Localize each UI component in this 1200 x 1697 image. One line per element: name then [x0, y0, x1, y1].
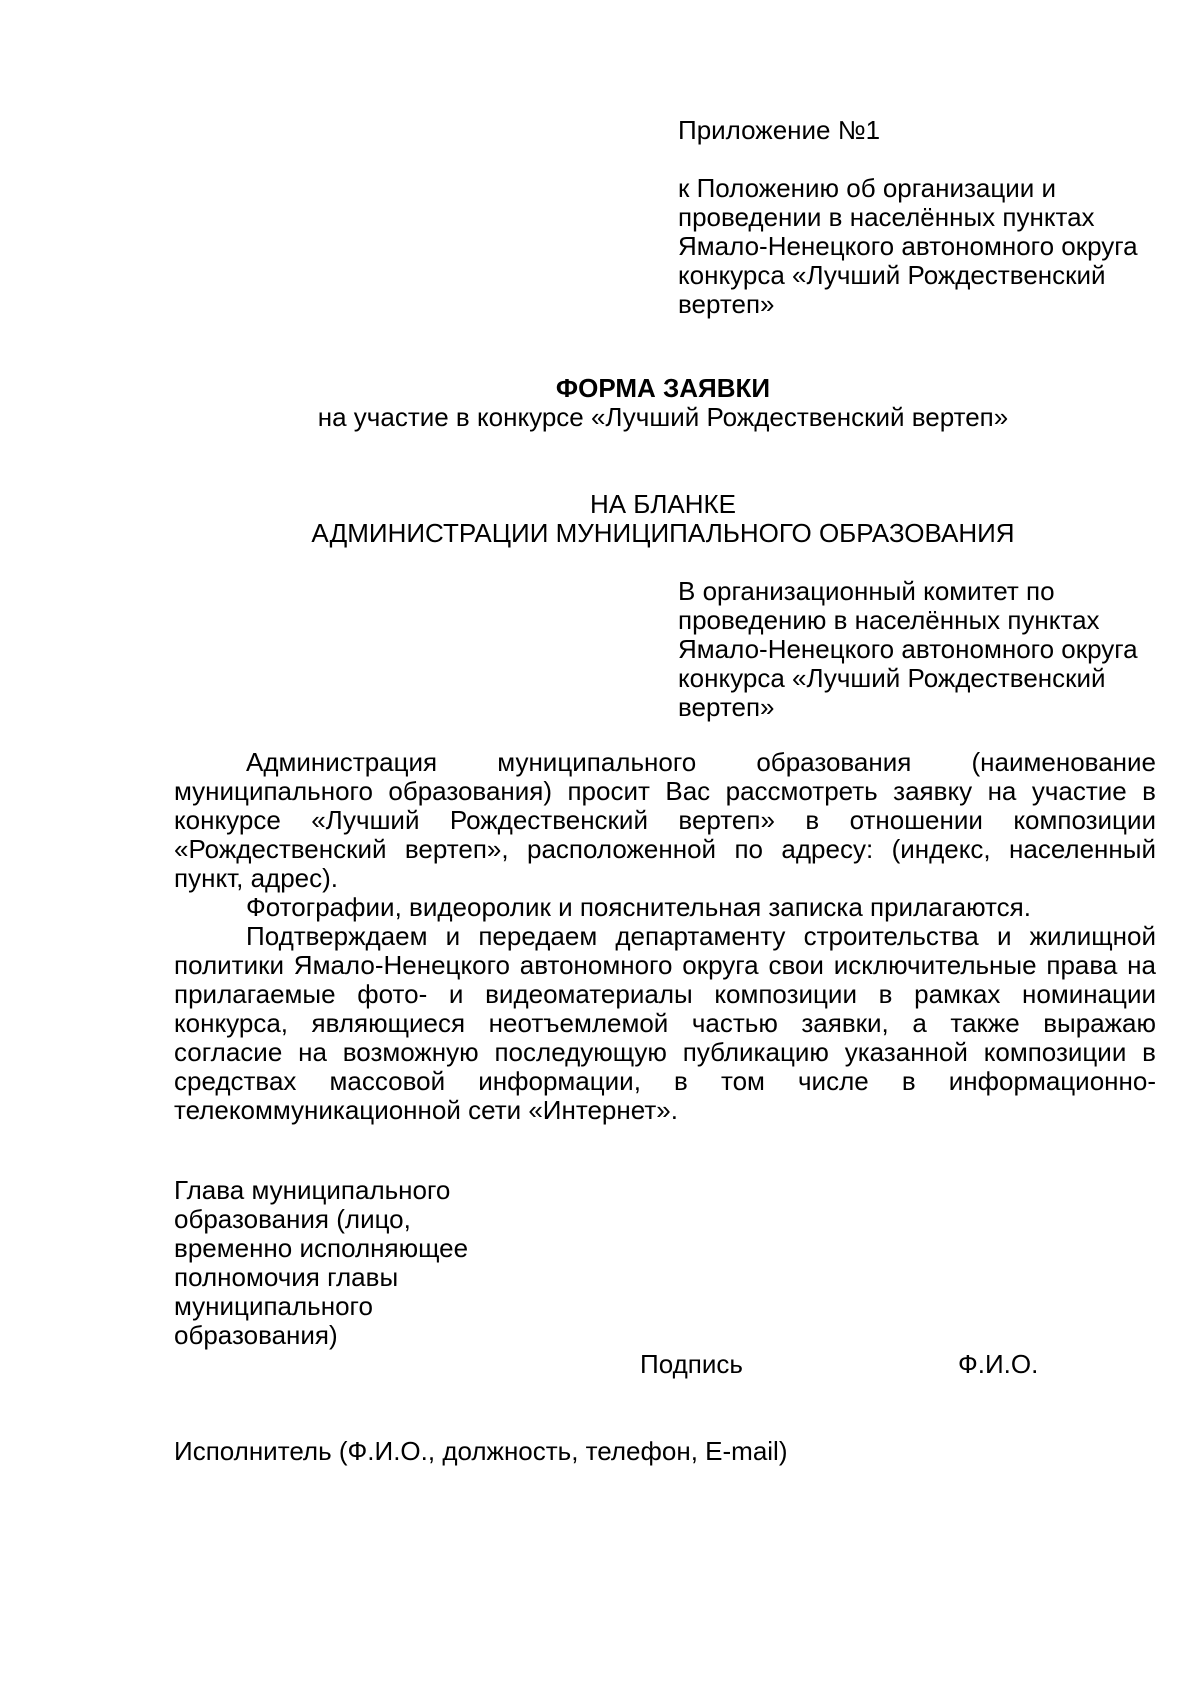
signature-label: Подпись — [640, 1349, 743, 1379]
appendix-number: Приложение №1 — [678, 115, 881, 145]
application-body — [174, 748, 1156, 1125]
body-paragraph-request: Администрация муниципального образования (наименование муниципального образования) просит Вас рассмотреть заявку на участие в конкурсе «Лучший Рождественский вертеп» в отношении композиции «Рождественский вертеп», расположенной по адресу: (индекс, населенный пункт, адрес). — [174, 747, 1156, 893]
letterhead-line-2: АДМИНИСТРАЦИИ МУНИЦИПАЛЬНОГО ОБРАЗОВАНИЯ — [311, 518, 1015, 548]
body-paragraph-attachments: Фотографии, видеоролик и пояснительная записка прилагаются. — [246, 892, 1031, 922]
signatory-title: Глава муниципального образования (лицо, временно исполняющее полномочия главы муниципального образования) — [174, 1175, 469, 1350]
appendix-reference: к Положению об организации и проведении в населённых пунктах Ямало-Ненецкого автономного округа конкурса «Лучший Рождественский вертеп» — [678, 173, 1138, 319]
body-paragraph-rights: Подтверждаем и передаем департаменту строительства и жилищной политики Ямало-Ненецкого автономного округа свои исключительные права на прилагаемые фото- и видеоматериалы композиции в рамках номинации конкурса, являющиеся неотъемлемой частью заявки, а также выражаю согласие на возможную последующую публикацию указанной композиции в средствах массовой информации, в том числе в информационно-телекоммуникационной сети «Интернет». — [174, 921, 1156, 1125]
executor-line: Исполнитель (Ф.И.О., должность, телефон, E-mail) — [174, 1436, 788, 1466]
full-name-label: Ф.И.О. — [958, 1349, 1039, 1379]
form-title: ФОРМА ЗАЯВКИ — [555, 373, 771, 403]
letterhead-line-1: НА БЛАНКЕ — [589, 489, 737, 519]
addressee-block: В организационный комитет по проведению в населённых пунктах Ямало-Ненецкого автономного округа конкурса «Лучший Рождественский вертеп» — [678, 576, 1138, 722]
form-subtitle: на участие в конкурсе «Лучший Рождественский вертеп» — [317, 402, 1009, 432]
